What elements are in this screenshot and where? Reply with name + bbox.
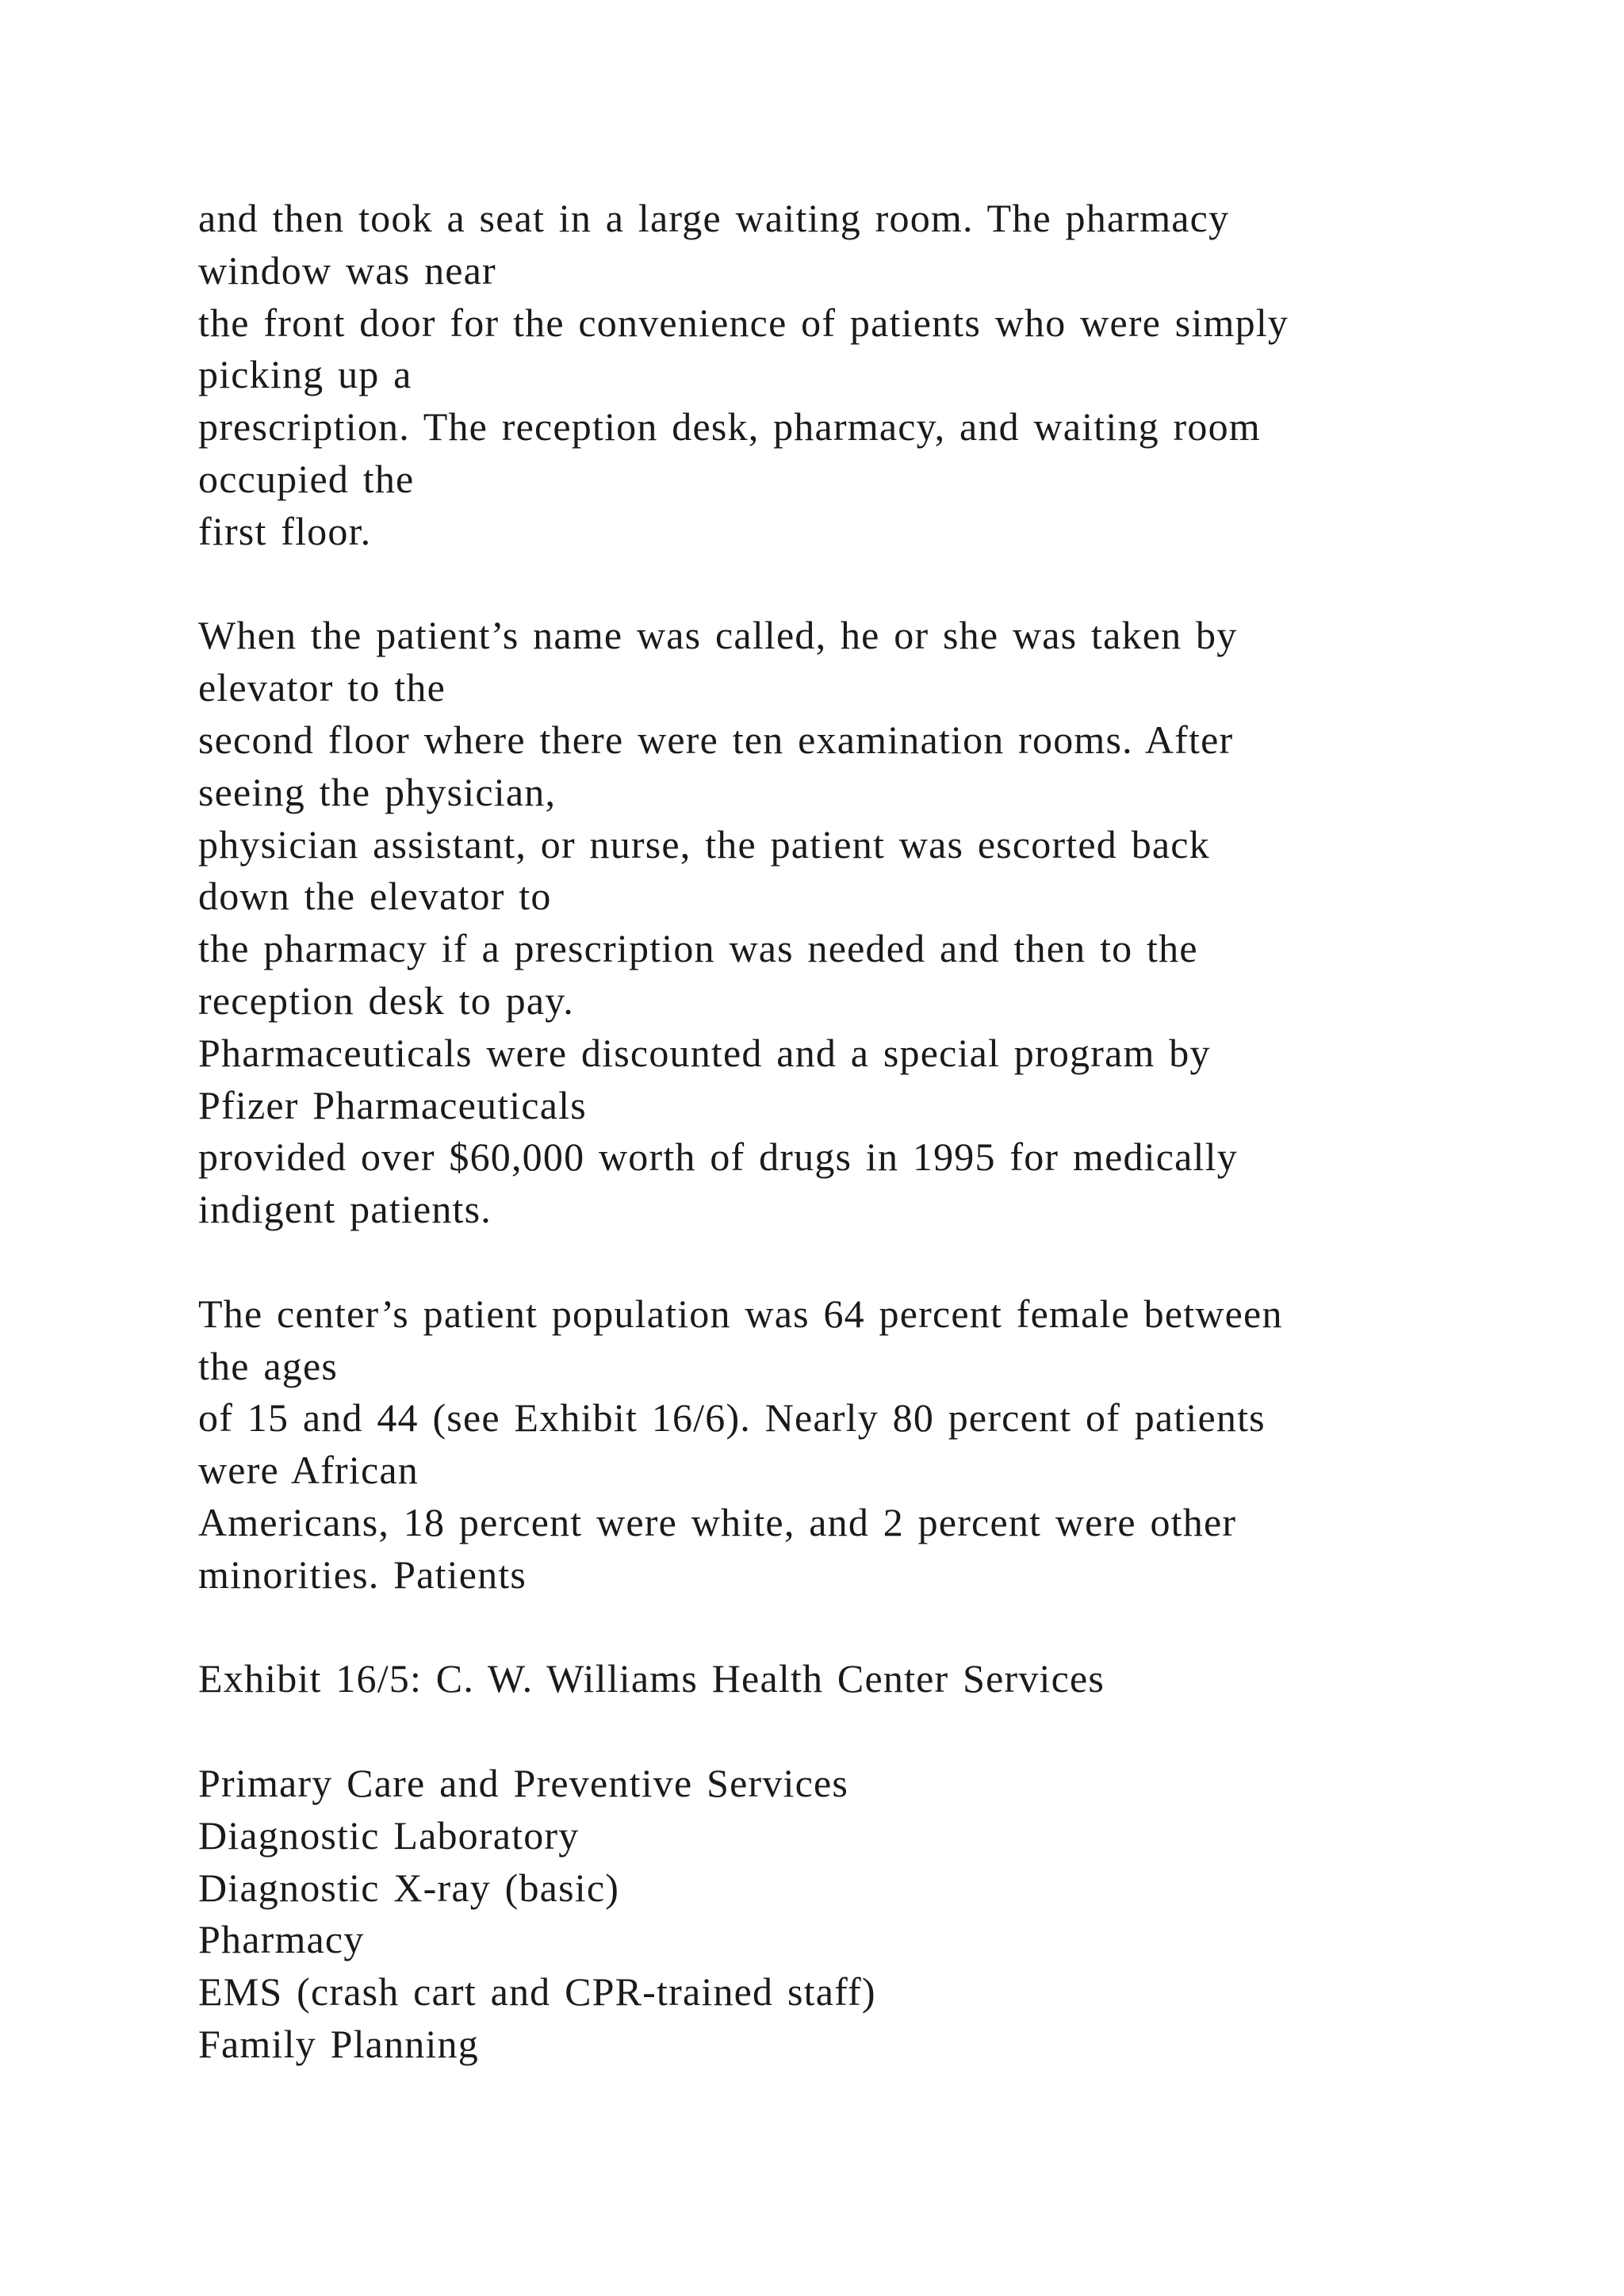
text-line: were African <box>198 1448 419 1493</box>
body-text <box>198 193 1546 2071</box>
service-item: Diagnostic X-ray (basic) <box>198 1865 620 1910</box>
text-line: the front door for the convenience of patients who were simply <box>198 300 1289 345</box>
text-line: indigent patients. <box>198 1187 492 1232</box>
text-line: of 15 and 44 (see Exhibit 16/6). Nearly 80 percent of patients <box>198 1395 1266 1441</box>
text-line: The center’s patient population was 64 percent female between <box>198 1291 1283 1336</box>
text-line: the ages <box>198 1343 339 1388</box>
service-item: EMS (crash cart and CPR-trained staff) <box>198 1969 876 2015</box>
text-line: down the elevator to <box>198 874 552 919</box>
service-item: Primary Care and Preventive Services <box>198 1760 849 1805</box>
text-line: second floor where there were ten examination rooms. After <box>198 717 1234 762</box>
text-line: provided over $60,000 worth of drugs in 1995 for medically <box>198 1135 1238 1180</box>
text-line: reception desk to pay. <box>198 978 574 1023</box>
exhibit-heading: Exhibit 16/5: C. W. Williams Health Center Services <box>198 1656 1105 1701</box>
text-line: the pharmacy if a prescription was needed and then to the <box>198 926 1198 971</box>
service-item: Diagnostic Laboratory <box>198 1812 580 1858</box>
text-line: window was near <box>198 247 496 293</box>
text-line: seeing the physician, <box>198 769 557 814</box>
text-line: physician assistant, or nurse, the patient was escorted back <box>198 821 1210 867</box>
text-line: elevator to the <box>198 665 446 710</box>
blank-line <box>198 1236 1546 1288</box>
text-line: occupied the <box>198 456 415 501</box>
text-line: first floor. <box>198 508 372 553</box>
text-line: picking up a <box>198 352 412 397</box>
service-item: Family Planning <box>198 2021 479 2066</box>
text-line: prescription. The reception desk, pharmacy, and waiting room <box>198 404 1261 450</box>
blank-line <box>198 1705 1546 1758</box>
text-line: and then took a seat in a large waiting room. The pharmacy <box>198 196 1230 240</box>
service-item: Pharmacy <box>198 1917 365 1962</box>
text-line: Pharmaceuticals were discounted and a special program by <box>198 1030 1211 1075</box>
text-line: When the patient’s name was called, he or she was taken by <box>198 613 1238 658</box>
blank-line <box>198 1601 1546 1654</box>
blank-line <box>198 558 1546 610</box>
text-line: minorities. Patients <box>198 1552 527 1597</box>
text-line: Americans, 18 percent were white, and 2 percent were other <box>198 1499 1237 1544</box>
text-line: Pfizer Pharmaceuticals <box>198 1082 587 1127</box>
